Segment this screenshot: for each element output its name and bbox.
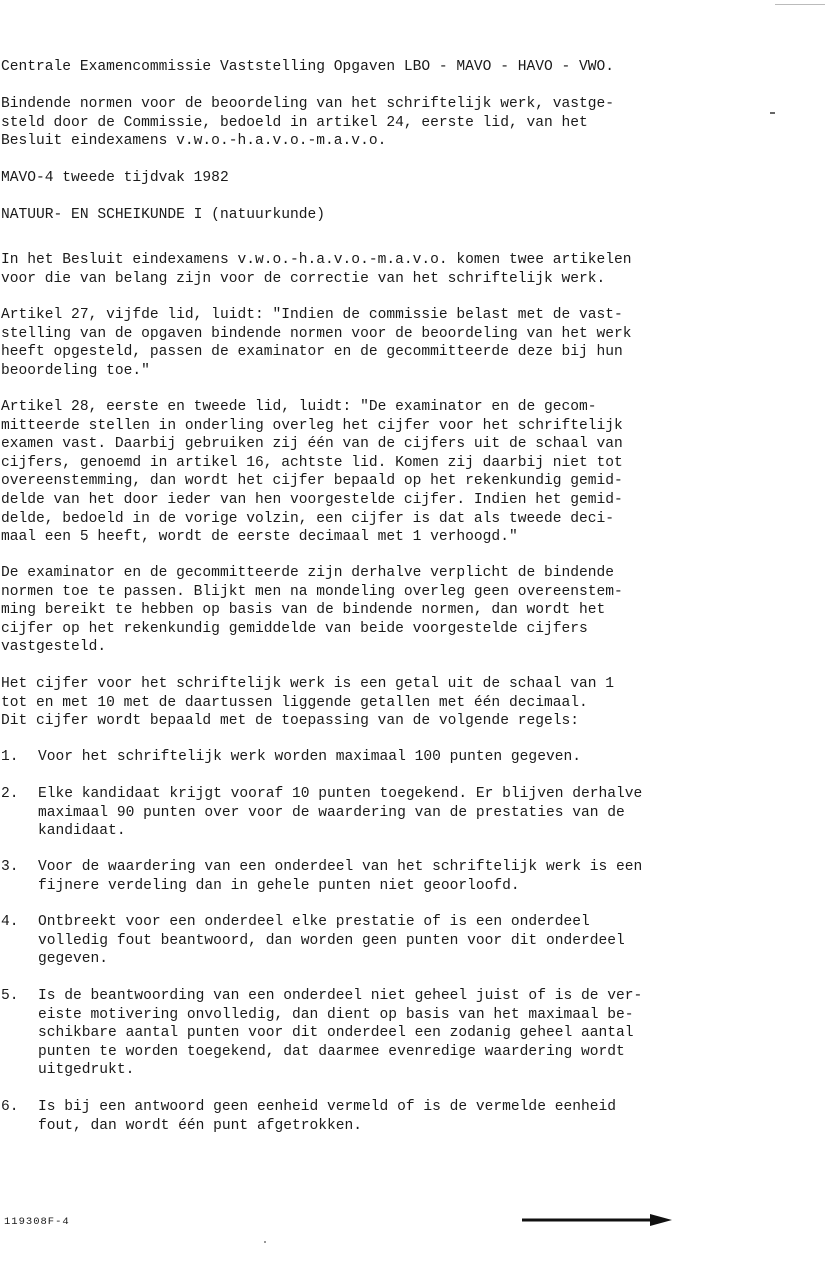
rule-number: 1. [1, 749, 19, 765]
document-code: 119308F-4 [4, 1216, 70, 1228]
rule-text: Voor het schriftelijk werk worden maximaal 100 punten gegeven. [38, 749, 581, 765]
rule-number: 2. [1, 786, 19, 802]
rule-text: Is bij een antwoord geen eenheid vermeld of is de vermelde eenheid fout, dan wordt één punt afgetrokken. [38, 1099, 617, 1134]
scan-speck [770, 112, 775, 114]
rule-number: 5. [1, 988, 19, 1004]
paragraph-artikel-27: Artikel 27, vijfde lid, luidt: "Indien de commissie belast met de vast- stelling van de opgaven bindende normen voor de beoordeling van het werk heeft opgesteld, passen de examinator en de gecommitteerde deze bij hun beoordeling toe." [1, 307, 632, 379]
rule-text: Voor de waardering van een onderdeel van het schriftelijk werk is een fijnere verdeling dan in gehele punten niet geoorloofd. [38, 859, 643, 894]
arrow-right-icon [522, 1212, 672, 1228]
rule-number: 3. [1, 859, 19, 875]
paragraph-bindende-normen: De examinator en de gecommitteerde zijn derhalve verplicht de bindende normen toe te passen. Blijkt men na mondeling overleg geen overeenstem- ming bereikt te hebben op basis van de bindende normen, dan wordt het cijfer op het rekenkundig gemiddelde van beide voorgestelde cijfers vastgesteld. [1, 565, 623, 656]
subject-title: NATUUR- EN SCHEIKUNDE I (natuurkunde) [1, 207, 326, 223]
paragraph-besluit: In het Besluit eindexamens v.w.o.-h.a.v.o.-m.a.v.o. komen twee artikelen voor die van belang zijn voor de correctie van het schriftelijk werk. [1, 252, 632, 287]
rule-text: Ontbreekt voor een onderdeel elke prestatie of is een onderdeel volledig fout beantwoord, dan worden geen punten voor dit onderdeel gegeven. [38, 914, 625, 968]
rule-text: Elke kandidaat krijgt vooraf 10 punten toegekend. Er blijven derhalve maximaal 90 punten over voor de waardering van de prestaties van de kandidaat. [38, 786, 643, 840]
rule-number: 6. [1, 1099, 19, 1115]
scan-dot [264, 1241, 266, 1243]
exam-title: MAVO-4 tweede tijdvak 1982 [1, 170, 229, 186]
rule-number: 4. [1, 914, 19, 930]
paragraph-cijfer: Het cijfer voor het schriftelijk werk is een getal uit de schaal van 1 tot en met 10 met de daartussen liggende getallen met één decimaal. Dit cijfer wordt bepaald met de toepassing van de volgende regels: [1, 676, 615, 730]
paragraph-artikel-28: Artikel 28, eerste en tweede lid, luidt: "De examinator en de gecom- mitteerde stellen in onderling overleg het cijfer voor het schriftelijk examen vast. Daarbij gebruiken zij één van de cijfers uit de schaal van cijfers, genoemd in artikel 16, achtste lid. Komen zij daarbij niet tot overeenstemming, dan wordt het cijfer bepaald op het rekenkundig gemid- delde van het door ieder van hen voorgestelde cijfer. Indien het gemid- delde, bedoeld in de vorige volzin, een cijfer is dat als tweede deci- maal een 5 heeft, wordt de eerste decimaal met 1 verhoogd." [1, 399, 623, 546]
top-edge-line [775, 4, 825, 5]
rule-text: Is de beantwoording van een onderdeel niet geheel juist of is de ver- eiste motivering onvolledig, dan dient op basis van het maximaal be- schikbare aantal punten voor dit onderdeel een zodanig geheel aantal punten te worden toegekend, dat daarmee evenredige waardering wordt uitgedrukt. [38, 988, 643, 1079]
intro-paragraph: Bindende normen voor de beoordeling van het schriftelijk werk, vastge- steld door de Commissie, bedoeld in artikel 24, eerste lid, van het Besluit eindexamens v.w.o.-h.a.v.o.-m.a.v.o. [1, 96, 615, 150]
commission-header: Centrale Examencommissie Vaststelling Opgaven LBO - MAVO - HAVO - VWO. [1, 59, 615, 75]
